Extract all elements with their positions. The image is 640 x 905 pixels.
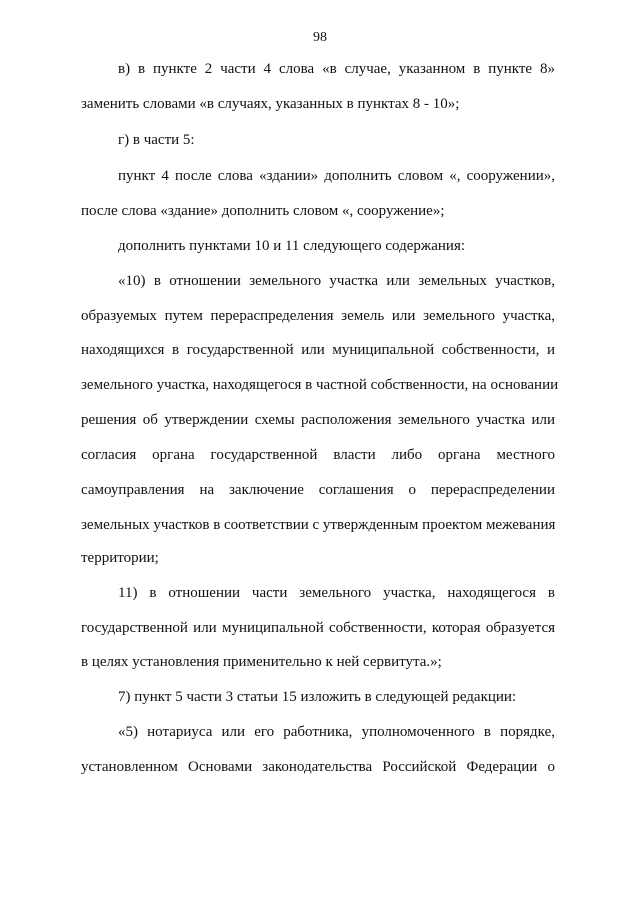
text-line: в) в пункте 2 части 4 слова «в случае, указанном в пункте 8» [118, 61, 555, 77]
text-line: решения об утверждении схемы расположения земельного участка или [81, 412, 555, 428]
text-line: после слова «здание» дополнить словом «, сооружение»; [81, 203, 445, 219]
text-line: образуемых путем перераспределения земель или земельного участка, [81, 308, 555, 324]
text-line: государственной или муниципальной собственности, которая образуется [81, 620, 555, 636]
text-line: земельных участков в соответствии с утвержденным проектом межевания [81, 517, 556, 533]
text-line: 7) пункт 5 части 3 статьи 15 изложить в следующей редакции: [118, 689, 517, 705]
page-number: 98 [313, 30, 327, 45]
text-line: «10) в отношении земельного участка или земельных участков, [118, 273, 555, 289]
text-line: заменить словами «в случаях, указанных в пунктах 8 - 10»; [81, 96, 460, 112]
text-line: дополнить пунктами 10 и 11 следующего содержания: [118, 238, 466, 254]
text-line: установленном Основами законодательства Российской Федерации о [81, 759, 555, 775]
text-line: 11) в отношении части земельного участка, находящегося в [118, 585, 555, 601]
text-line: в целях установления применительно к ней сервитута.»; [81, 654, 442, 670]
text-line: находящихся в государственной или муниципальной собственности, и [81, 342, 555, 358]
text-line: «5) нотариуса или его работника, уполномоченного в порядке, [118, 724, 555, 740]
text-line: самоуправления на заключение соглашения о перераспределении [81, 482, 555, 498]
text-line: пункт 4 после слова «здании» дополнить словом «, сооружении», [118, 168, 555, 184]
text-line: земельного участка, находящегося в частной собственности, на основании [81, 377, 559, 393]
text-line: территории; [81, 550, 159, 566]
text-line: г) в части 5: [118, 132, 195, 148]
text-line: согласия органа государственной власти либо органа местного [81, 447, 555, 463]
